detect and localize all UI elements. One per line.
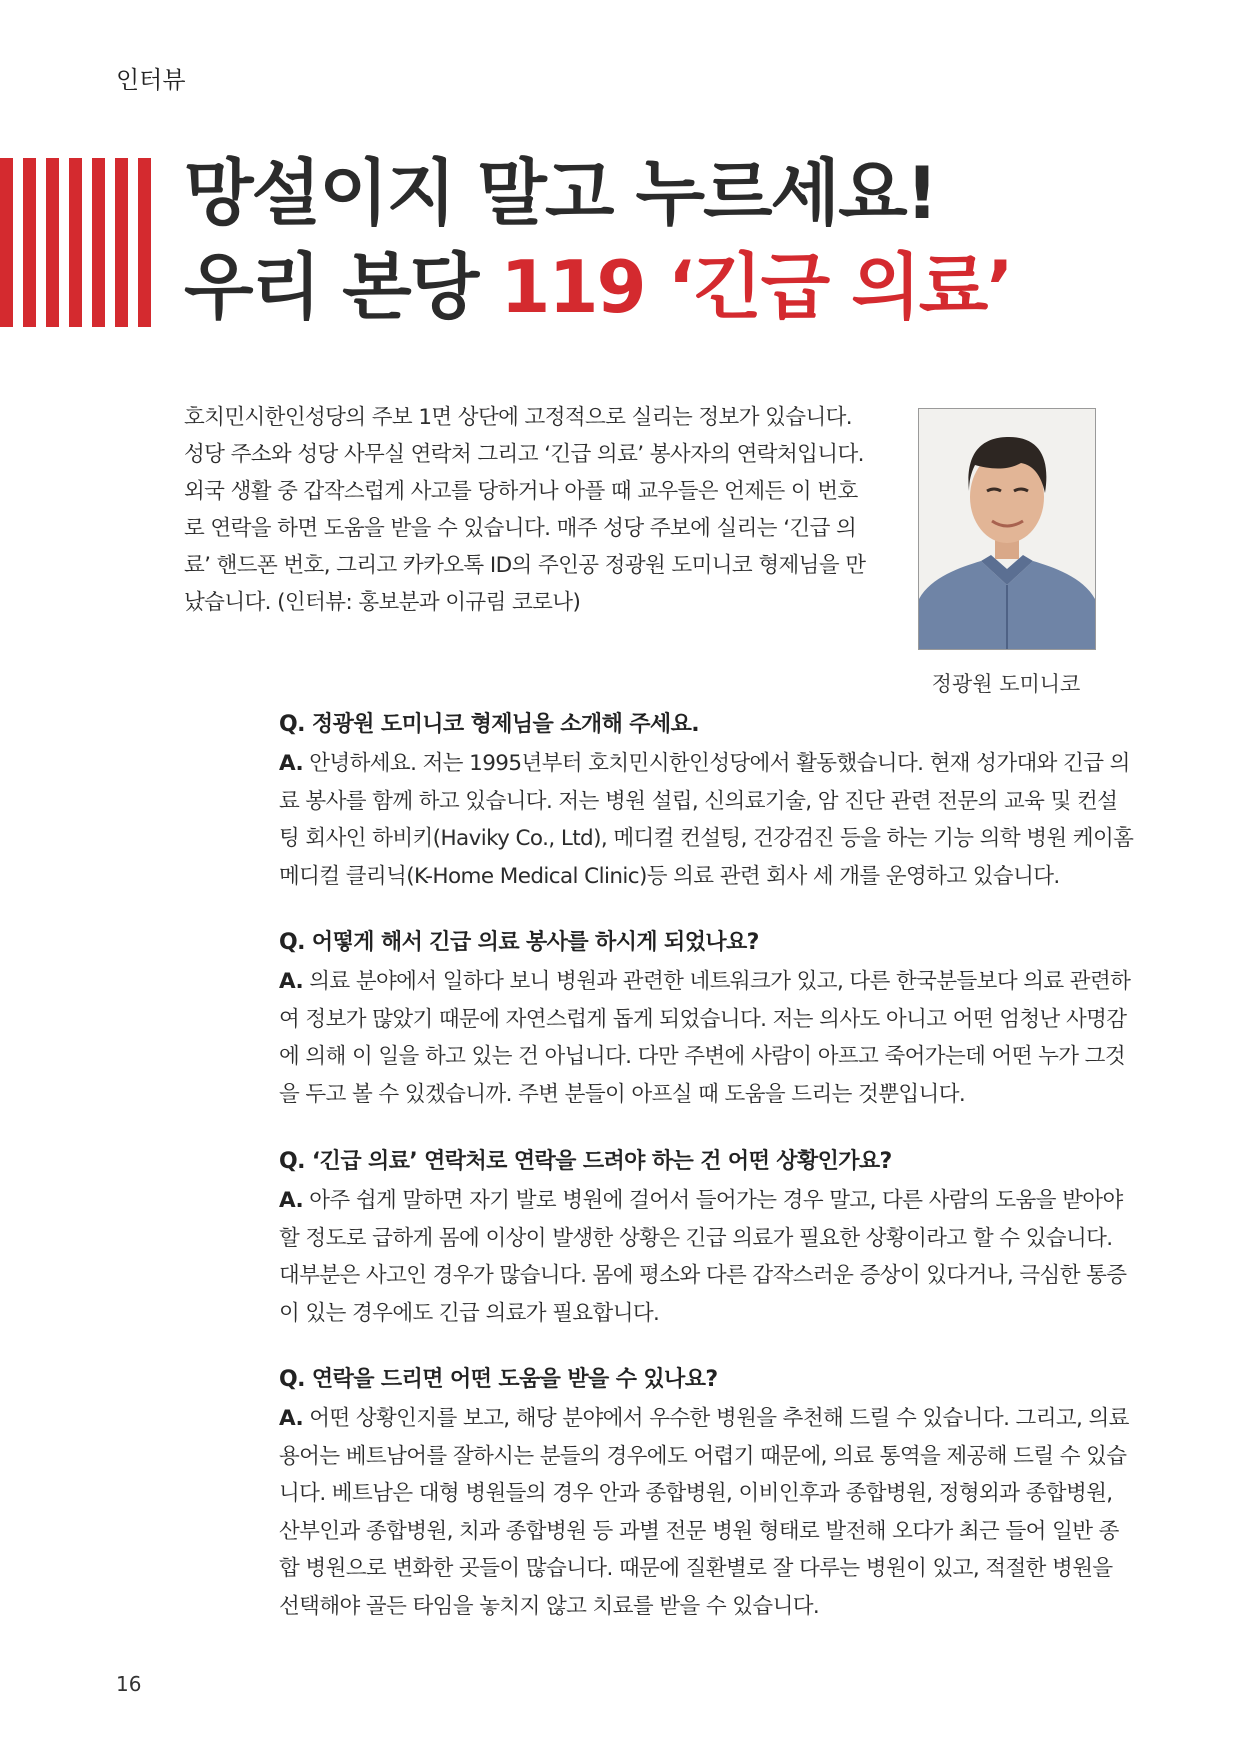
question-4: Q. 연락을 드리면 어떤 도움을 받을 수 있나요?: [279, 1367, 718, 1392]
qa-item-4: [279, 1360, 1137, 1625]
title-line-2-red: 119 ‘긴급 의료’: [500, 245, 1012, 329]
page-number: 16: [116, 1672, 142, 1696]
portrait-illustration: [919, 409, 1095, 649]
answer-marker: A.: [279, 751, 304, 776]
answer-4: [279, 1400, 1137, 1625]
question-1: Q. 정광원 도미니코 형제님을 소개해 주세요.: [279, 712, 699, 737]
title-line-1: 망설이지 말고 누르세요!: [184, 151, 937, 235]
intro-paragraph: 호치민시한인성당의 주보 1면 상단에 고정적으로 실리는 정보가 있습니다. 성당 주소와 성당 사무실 연락처 그리고 ‘긴급 의료’ 봉사자의 연락처입니다. 외국 생활 중 갑작스럽게 사고를 당하거나 아플 때 교우들은 언제든 이 번호로 연락을 하면 도움을 받을 수 있습니다. 매주 성당 주보에 실리는 ‘긴급 의료’ 핸드폰 번호, 그리고 카카오톡 ID의 주인공 정광원 도미니코 형제님을 만났습니다. (인터뷰: 홍보분과 이규림 코로나): [184, 405, 866, 615]
interviewee-photo: [918, 408, 1096, 650]
qa-item-1: [279, 705, 1137, 895]
question-2: Q. 어떻게 해서 긴급 의료 봉사를 하시게 되었나요?: [279, 930, 759, 955]
answer-2: [279, 963, 1137, 1113]
answer-text: 안녕하세요. 저는 1995년부터 호치민시한인성당에서 활동했습니다. 현재 성가대와 긴급 의료 봉사를 함께 하고 있습니다. 저는 병원 설립, 신의료기술, 암 진단 관련 전문의 교육 및 컨설팅 회사인 하비키(Haviky Co., Ltd), 메디컬 컨설팅, 건강검진 등을 하는 기능 의학 병원 케이홈 메디컬 클리닉(K-Home Medical Clinic)등 의료 관련 회사 세 개를 운영하고 있습니다.: [279, 751, 1134, 889]
answer-1: [279, 745, 1137, 895]
title-line-2: [184, 240, 1012, 334]
answer-text: 아주 쉽게 말하면 자기 발로 병원에 걸어서 들어가는 경우 말고, 다른 사람의 도움을 받아야 할 정도로 급하게 몸에 이상이 발생한 상황은 긴급 의료가 필요한 상황이라고 할 수 있습니다. 대부분은 사고인 경우가 많습니다. 몸에 평소와 다른 갑작스러운 증상이 있다거나, 극심한 통증이 있는 경우에도 긴급 의료가 필요합니다.: [279, 1188, 1127, 1326]
question-3: Q. ‘긴급 의료’ 연락처로 연락을 드려야 하는 건 어떤 상황인가요?: [279, 1149, 892, 1174]
qa-item-3: [279, 1142, 1137, 1332]
decorative-stripes: [0, 158, 152, 327]
section-label: 인터뷰: [116, 66, 186, 94]
answer-marker: A.: [279, 969, 304, 994]
article-title: [184, 146, 1012, 334]
photo-caption: 정광원 도미니코: [931, 672, 1081, 696]
answer-marker: A.: [279, 1406, 304, 1431]
answer-3: [279, 1182, 1137, 1332]
answer-text: 어떤 상황인지를 보고, 해당 분야에서 우수한 병원을 추천해 드릴 수 있습니다. 그리고, 의료 용어는 베트남어를 잘하시는 분들의 경우에도 어렵기 때문에, 의료 통역을 제공해 드릴 수 있습니다. 베트남은 대형 병원들의 경우 안과 종합병원, 이비인후과 종합병원, 정형외과 종합병원, 산부인과 종합병원, 치과 종합병원 등 과별 전문 병원 형태로 발전해 오다가 최근 들어 일반 종합 병원으로 변화한 곳들이 많습니다. 때문에 질환별로 잘 다루는 병원이 있고, 적절한 병원을 선택해야 골든 타임을 놓치지 않고 치료를 받을 수 있습니다.: [279, 1406, 1129, 1619]
title-line-2-black: 우리 본당: [184, 245, 501, 329]
qa-item-2: [279, 923, 1137, 1113]
answer-marker: A.: [279, 1188, 304, 1213]
answer-text: 의료 분야에서 일하다 보니 병원과 관련한 네트워크가 있고, 다른 한국분들보다 의료 관련하여 정보가 많았기 때문에 자연스럽게 돕게 되었습니다. 저는 의사도 아니고 어떤 엄청난 사명감에 의해 이 일을 하고 있는 건 아닙니다. 다만 주변에 사람이 아프고 죽어가는데 어떤 누가 그것을 두고 볼 수 있겠습니까. 주변 분들이 아프실 때 도움을 드리는 것뿐입니다.: [279, 969, 1131, 1107]
